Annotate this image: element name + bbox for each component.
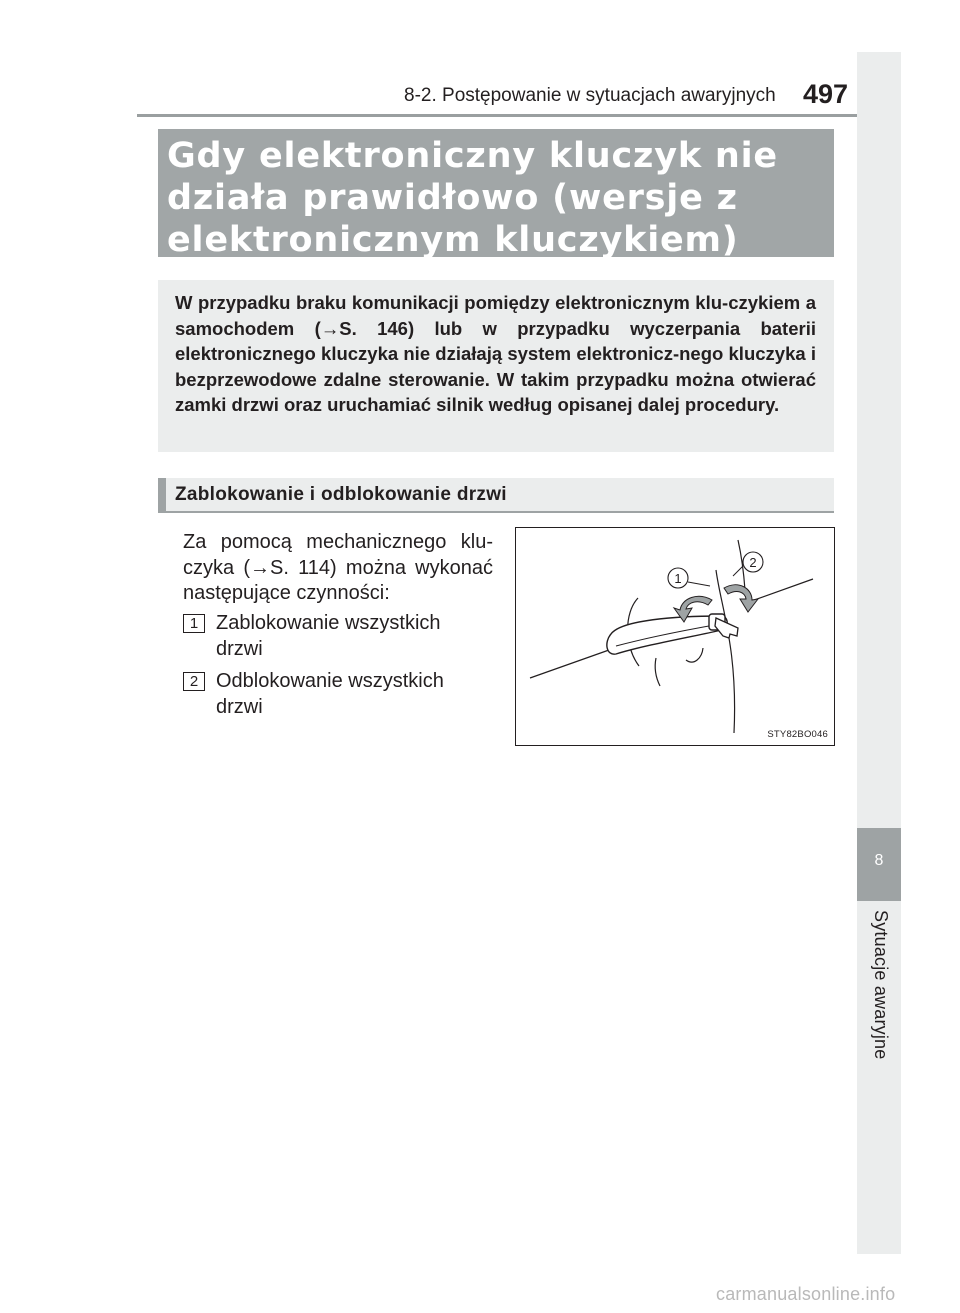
subsection-title: Zablokowanie i odblokowanie drzwi — [175, 484, 507, 505]
callout-2: 2 — [749, 555, 757, 570]
list-item — [183, 611, 483, 662]
intro-box — [158, 280, 834, 452]
title-banner — [158, 129, 834, 260]
callout-1: 1 — [674, 571, 682, 586]
chapter-title: Sytuacje awaryjne — [871, 910, 891, 1060]
list-item-text: Zablokowanie wszystkich drzwi — [216, 612, 441, 660]
subsection-body: Za pomocą mechanicznego klu-czyka (→S. 114) można wykonać następujące czynności: — [183, 531, 493, 604]
list-item — [183, 669, 483, 720]
list-item-number: 2 — [183, 672, 205, 691]
intro-text: W przypadku braku komunikacji pomiędzy elektronicznym klu-czykiem a samochodem (→S. 146) lub w przypadku wyczerpania baterii elektronicznego kluczyka nie działają system elektronicz-nego kluczyka i bezprzewodowe zdalne sterowanie. W takim przypadku można otwierać zamki drzwi oraz uruchamiać silnik według opisanej dalej procedury. — [175, 292, 816, 415]
subsection-header — [158, 478, 834, 513]
list-item-text: Odblokowanie wszystkich drzwi — [216, 670, 444, 718]
header-rule — [137, 114, 900, 117]
figure-code: STY82BO046 — [767, 729, 828, 740]
chapter-side-tab — [857, 52, 901, 1254]
watermark: carmanualsonline.info — [716, 1284, 896, 1304]
chapter-number: 8 — [874, 852, 884, 869]
door-lock-figure — [515, 527, 835, 746]
subsection-header-bar — [158, 478, 166, 511]
page-number: 497 — [803, 79, 849, 109]
page-title: Gdy elektroniczny kluczyk nie działa prawidłowo (wersje z elektronicznym kluczykiem) — [167, 136, 778, 260]
list-item-number: 1 — [183, 614, 205, 633]
section-title: 8-2. Postępowanie w sytuacjach awaryjnych — [404, 85, 776, 106]
door-handle-illustration — [516, 528, 834, 744]
chapter-number-tab — [857, 828, 901, 901]
